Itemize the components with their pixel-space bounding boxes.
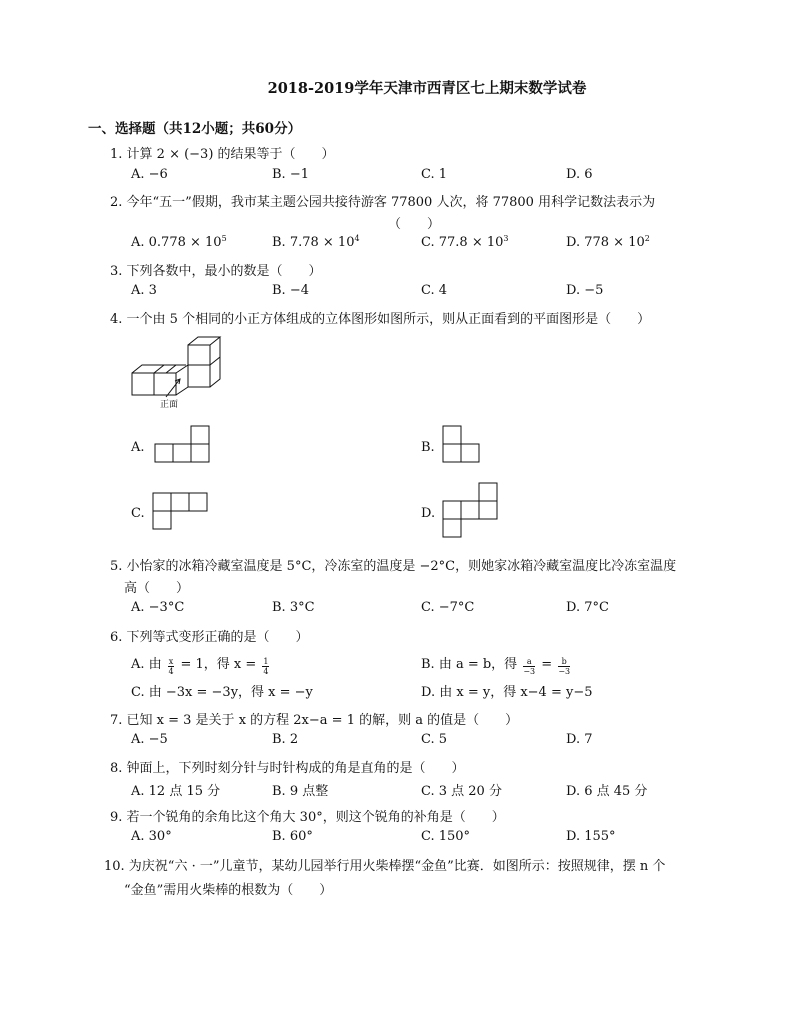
question-9-stem: 9. 若一个锐角的余角比这个角大 30°，则这个锐角的补角是（ ） — [110, 810, 505, 825]
question-2-answer-paren: （ ） — [388, 217, 441, 232]
question-8-option-c: C. 3 点 20 分 — [421, 784, 502, 799]
question-9-option-c: C. 150° — [421, 829, 471, 844]
question-6-option-a: A. 由 $\frac{x}{4}$ = 1，得 x = $\frac{1}{4}$ — [131, 657, 269, 676]
question-9-option-d: D. 155° — [566, 829, 616, 844]
question-6-option-d: D. 由 x = y，得 x−4 = y−5 — [421, 685, 593, 700]
question-3-option-d: D. −5 — [566, 283, 604, 298]
question-2-option-c: C. $77.8 \times 10^3$ — [421, 234, 509, 250]
question-1-stem: 1. 计算 2 × (−3) 的结果等于（ ） — [110, 147, 335, 162]
question-7-stem: 7. 已知 x = 3 是关于 x 的方程 2x−a = 1 的解，则 a 的值是（ ） — [110, 713, 519, 728]
question-5-option-c: C. −7°C — [421, 600, 475, 615]
question-3-option-c: C. 4 — [421, 283, 448, 298]
question-6-option-b: B. 由 a = b，得 $\frac{a}{-3}$ = $\frac{b}{-3}$ — [421, 657, 571, 676]
question-8-stem: 8. 钟面上，下列时刻分针与时针构成的角是直角的是（ ） — [110, 761, 465, 776]
question-1-option-b: B. −1 — [272, 167, 309, 182]
question-7-option-d: D. 7 — [566, 732, 593, 747]
question-6-option-c: C. 由 −3x = −3y，得 x = −y — [131, 685, 313, 700]
question-5-option-a: A. −3°C — [131, 600, 185, 615]
section-heading: 一、选择题（共12小题；共60分） — [88, 121, 302, 137]
question-8-option-d: D. 6 点 45 分 — [566, 784, 648, 799]
question-7-option-a: A. −5 — [131, 732, 168, 747]
question-4-option-c-figure — [152, 492, 210, 532]
question-2-option-d: D. $778 \times 10^2$ — [566, 234, 650, 250]
question-4-option-b-figure — [442, 425, 482, 463]
question-9-option-b: B. 60° — [272, 829, 313, 844]
question-10-stem-cont: “金鱼”需用火柴棒的根数为（ ） — [124, 883, 333, 898]
question-2-stem: 2. 今年“五一”假期，我市某主题公园共接待游客 77800 人次，将 77800 用科学记数法表示为 — [110, 195, 656, 210]
question-2-option-a: A. $0.778 \times 10^5$ — [131, 234, 227, 250]
question-4-stem: 4. 一个由 5 个相同的小正方体组成的立体图形如图所示，则从正面看到的平面图形是（ ） — [110, 312, 651, 327]
question-1-option-c: C. 1 — [421, 167, 448, 182]
question-10-stem: 10. 为庆祝“六 · 一”儿童节，某幼儿园举行用火柴棒摆“金鱼”比赛．如图所示：按照规律，摆 n 个 — [104, 859, 666, 874]
question-4-option-a-figure — [154, 425, 212, 463]
question-7-option-c: C. 5 — [421, 732, 448, 747]
page-title: 2018-2019学年天津市西青区七上期末数学试卷 — [267, 80, 587, 97]
question-3-stem: 3. 下列各数中，最小的数是（ ） — [110, 264, 322, 279]
question-3-option-a: A. 3 — [131, 283, 157, 298]
question-6-stem: 6. 下列等式变形正确的是（ ） — [110, 630, 309, 645]
question-4-option-d: D. — [421, 506, 436, 521]
question-5-stem-cont: 高（ ） — [124, 581, 190, 596]
question-1-option-d: D. 6 — [566, 167, 593, 182]
question-5-option-d: D. 7°C — [566, 600, 609, 615]
question-5-option-b: B. 3°C — [272, 600, 315, 615]
question-2-option-b: B. $7.78 \times 10^4$ — [272, 234, 360, 250]
question-3-option-b: B. −4 — [272, 283, 309, 298]
question-4-option-a: A. — [131, 440, 145, 455]
question-4-option-d-figure — [442, 482, 500, 540]
question-4-option-c: C. — [131, 506, 145, 521]
question-8-option-a: A. 12 点 15 分 — [131, 784, 221, 799]
question-7-option-b: B. 2 — [272, 732, 299, 747]
question-1-option-a: A. −6 — [131, 167, 168, 182]
question-9-option-a: A. 30° — [131, 829, 172, 844]
question-4-front-label: 正面 — [160, 400, 179, 410]
question-8-option-b: B. 9 点整 — [272, 784, 329, 799]
question-4-option-b: B. — [421, 440, 435, 455]
question-5-stem: 5. 小怡家的冰箱冷藏室温度是 5°C，冷冻室的温度是 −2°C，则她家冰箱冷藏室温度比冷冻室温度 — [110, 559, 677, 574]
